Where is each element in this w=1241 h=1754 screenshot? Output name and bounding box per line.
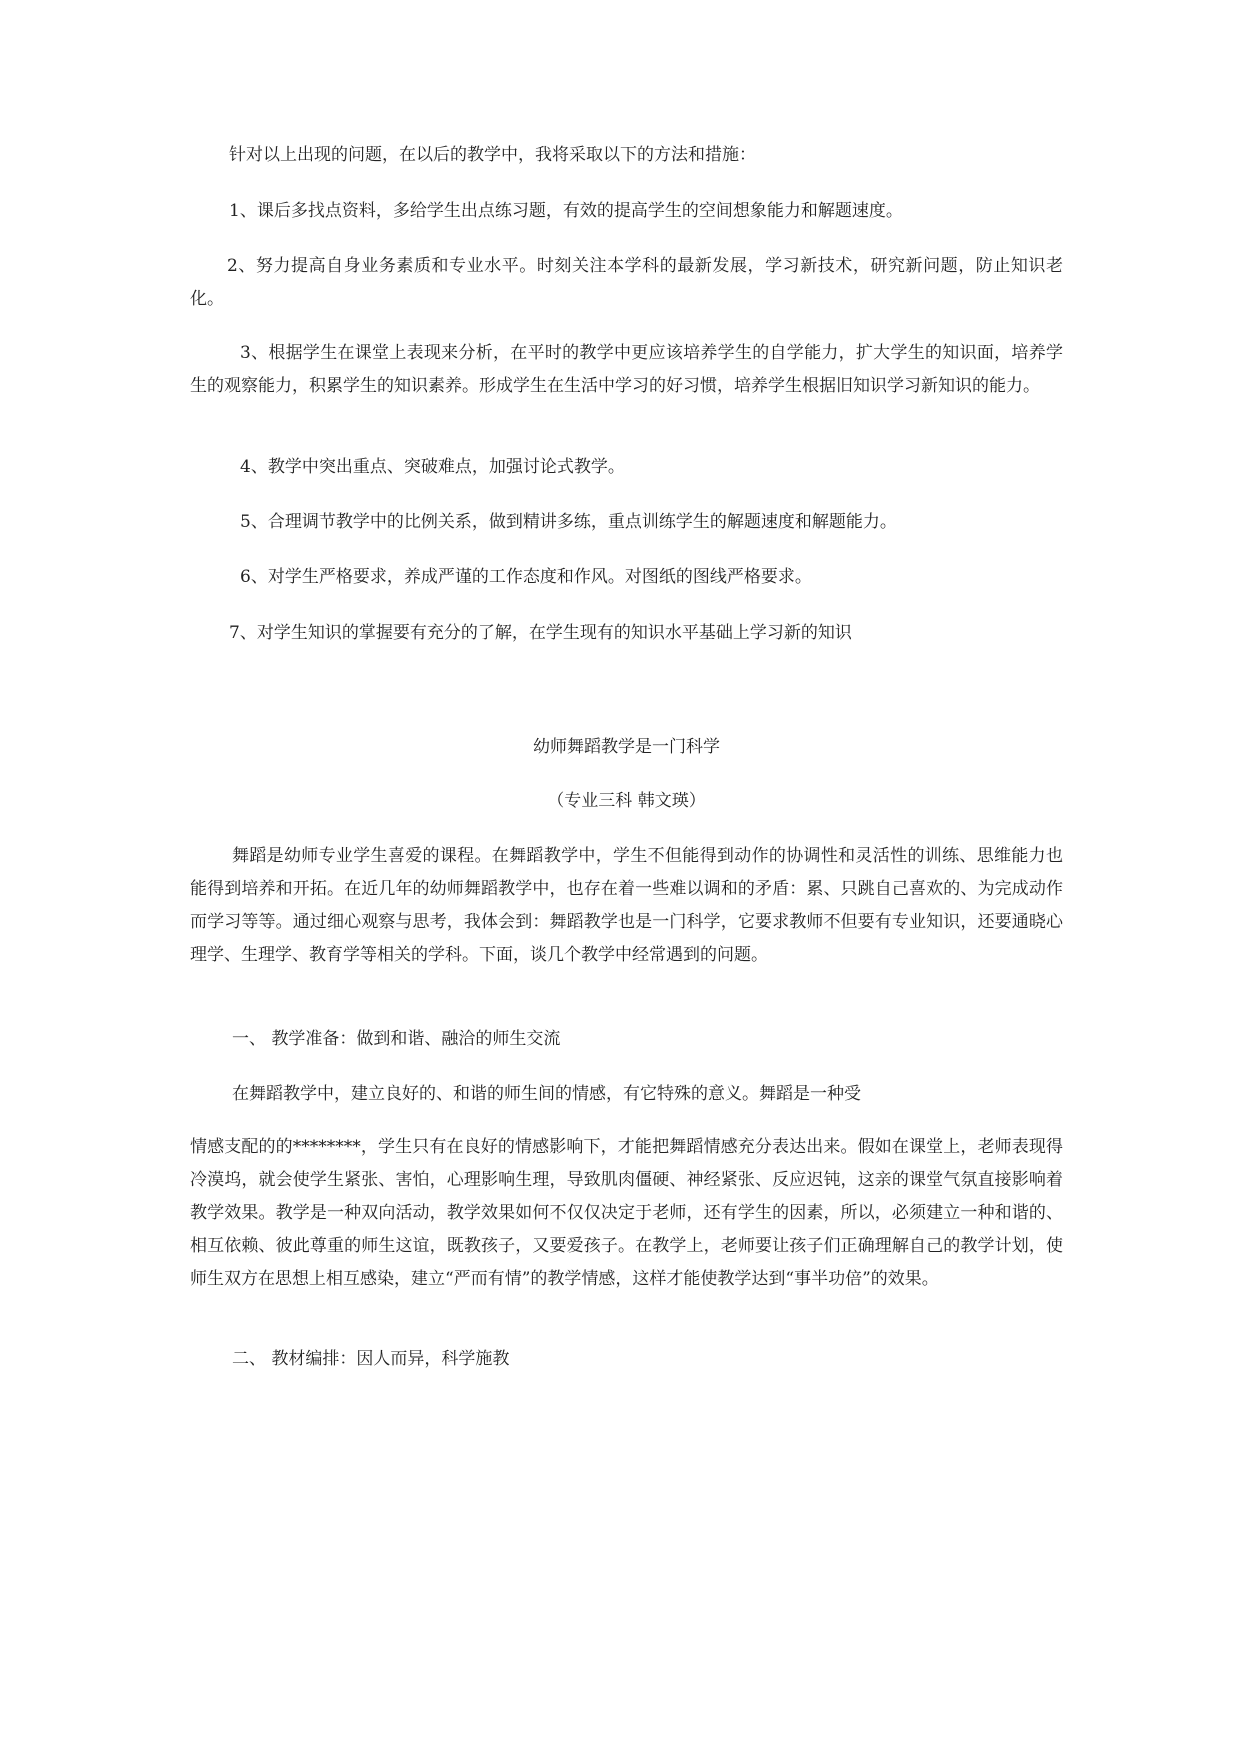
section-heading-2: 二、 教材编排：因人而异，科学施教 [232, 1349, 510, 1369]
list-item: 2、努力提高自身业务素质和专业水平。时刻关注本学科的最新发展，学习新技术，研究新问题，防止知识老化。 [190, 256, 1063, 309]
paragraph-body: 情感支配的的********，学生只有在良好的情感影响下，才能把舞蹈情感充分表达出来。假如在课堂上，老师表现得冷漠坞，就会使学生紧张、害怕，心理影响生理，导致肌肉僵硬、神经紧张、反应迟钝，这亲的课堂气氛直接影响着教学效果。教学是一种双向活动，教学效果如何不仅仅决定于老师，还有学生的因素，所以，必须建立一种和谐的、相互依赖、彼此尊重的师生这谊，既教孩子，又要爱孩子。在教学上，老师要让孩子们正确理解自己的教学计划，使师生双方在思想上相互感染，建立“严而有情”的教学情感，这样才能使教学达到“事半功倍”的效果。 [190, 1137, 1063, 1289]
list-item: 4、教学中突出重点、突破难点，加强讨论式教学。 [240, 457, 625, 477]
list-item: 3、根据学生在课堂上表现来分析，在平时的教学中更应该培养学生的自学能力，扩大学生的知识面，培养学生的观察能力，积累学生的知识素养。形成学生在生活中学习的好习惯，培养学生根据旧知识学习新知识的能力。 [190, 343, 1063, 396]
list-item: 1、课后多找点资料，多给学生出点练习题，有效的提高学生的空间想象能力和解题速度。 [229, 201, 903, 221]
list-item: 6、对学生严格要求，养成严谨的工作态度和作风。对图纸的图线严格要求。 [240, 567, 812, 587]
article-title: 幼师舞蹈教学是一门科学 [533, 737, 720, 757]
article-author: （专业三科 韩文瑛） [547, 791, 706, 811]
section-intro: 针对以上出现的问题，在以后的教学中，我将采取以下的方法和措施： [229, 145, 756, 165]
paragraph-first-line: 在舞蹈教学中，建立良好的、和谐的师生间的情感，有它特殊的意义。舞蹈是一种受 [232, 1084, 861, 1104]
list-item: 7、对学生知识的掌握要有充分的了解，在学生现有的知识水平基础上学习新的知识 [229, 623, 852, 643]
article-intro: 舞蹈是幼师专业学生喜爱的课程。在舞蹈教学中，学生不但能得到动作的协调性和灵活性的训练、思维能力也能得到培养和开拓。在近几年的幼师舞蹈教学中，也存在着一些难以调和的矛盾：累、只跳自己喜欢的、为完成动作而学习等等。通过细心观察与思考，我体会到：舞蹈教学也是一门科学，它要求教师不但要有专业知识，还要通晓心理学、生理学、教育学等相关的学科。下面，谈几个教学中经常遇到的问题。 [190, 846, 1063, 965]
list-item: 5、合理调节教学中的比例关系，做到精讲多练，重点训练学生的解题速度和解题能力。 [240, 512, 897, 532]
section-heading-1: 一、 教学准备：做到和谐、融洽的师生交流 [232, 1029, 561, 1049]
